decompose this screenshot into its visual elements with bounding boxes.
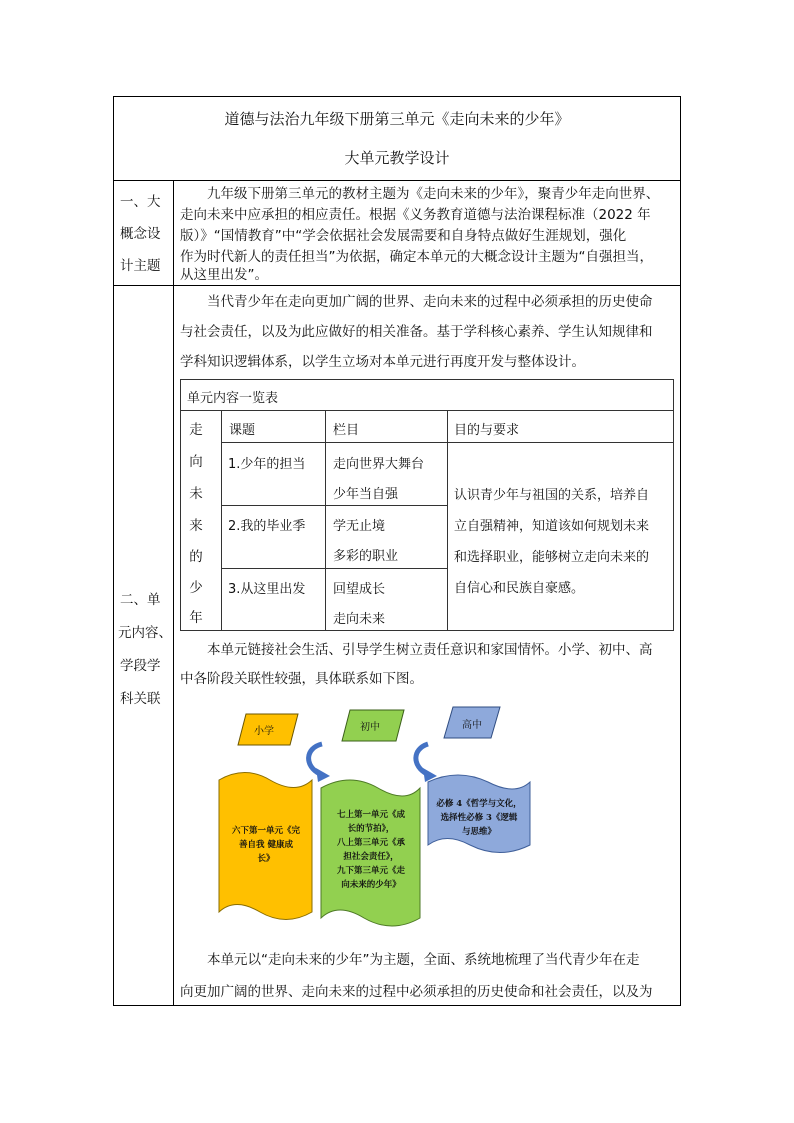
senior-content-line: 选择性必修 3《逻辑 [440,813,518,823]
vertical-label-char: 走 [189,422,203,438]
section1-label-1: 一、大 [120,194,161,210]
section2-intro-1: 当代青少年在走向更加广阔的世界、走向未来的过程中必须承担的历史使命 [207,294,653,310]
lesson-name: 1.少年的担当 [228,457,306,472]
vertical-label-char: 年 [189,610,203,626]
lesson-name: 2.我的毕业季 [228,519,306,534]
senior-content-line: 与思维》 [461,827,496,837]
vertical-label-char: 来 [189,518,203,534]
vertical-label-char: 少 [189,580,203,596]
goal-line: 立自强精神，知道该如何规划未来 [454,519,650,534]
section1-label-2: 概念设 [120,226,161,242]
section2-label-4: 科关联 [120,691,161,707]
stage-primary-label: 小学 [254,726,274,737]
lesson-column: 走向世界大舞台 [333,457,425,472]
page-subtitle: 大单元教学设计 [344,149,450,167]
closing-line-2: 向更加广阔的世界、走向未来的过程中必须承担的历史使命和社会责任，以及为 [180,984,653,1000]
primary-content-line: 长》 [257,854,275,864]
lesson-column: 回望成长 [333,582,386,597]
junior-content-line: 七上第一单元《成 [336,810,405,820]
link-line-2: 中各阶段关联性较强，具体联系如下图。 [180,671,423,687]
section1-line-2: 走向未来中应承担的相应责任。根据《义务教育道德与法治课程标准（2022 年 [180,207,651,223]
closing-line-1: 本单元以“走向未来的少年”为主题，全面、系统地梳理了当代青少年在走 [207,952,640,968]
vertical-label-char: 的 [189,549,203,565]
lesson-name: 3.从这里出发 [228,582,306,597]
section2-intro-3: 学科知识逻辑体系，以学生立场对本单元进行再度开发与整体设计。 [180,354,585,370]
goal-line: 自信心和民族自豪感。 [454,581,585,596]
section1-line-4: 作为时代新人的责任担当”为依据，确定本单元的大概念设计主题为“自强担当， [180,249,653,265]
table-caption: 单元内容一览表 [187,391,279,406]
lesson-column: 少年当自强 [333,487,399,502]
junior-content-line: 向未来的少年》 [341,880,401,890]
arrow-junior-senior [416,744,428,774]
primary-content-line: 善自我 健康成 [239,840,293,850]
stage-junior-label: 初中 [360,722,380,733]
vertical-label-char: 向 [189,454,203,470]
junior-content-line: 长的节拍》， [347,824,395,834]
section2-intro-2: 与社会责任，以及为此应做好的相关准备。基于学科核心素养、学生认知规律和 [180,324,653,340]
header-goal: 目的与要求 [454,423,520,438]
section2-label-3: 学段学 [120,658,161,674]
vertical-label-char: 未 [189,486,203,502]
arrow-primary-junior [309,744,322,774]
lesson-column: 多彩的职业 [333,549,399,564]
lesson-column: 学无止境 [333,519,386,534]
lesson-column: 走向未来 [333,612,386,627]
junior-content-line: 担社会责任》， [343,852,399,862]
link-line-1: 本单元链接社会生活、引导学生树立责任意识和家国情怀。小学、初中、高 [207,642,653,658]
junior-content-line: 八上第三单元《承 [336,838,405,848]
arrow-primary-junior-head [316,768,330,782]
stage-senior-label: 高中 [462,720,482,731]
goal-line: 和选择职业，能够树立走向未来的 [454,550,650,565]
section1-line-3: 版）》“国情教育”中“学会依据社会发展需要和自身特点做好生涯规划，强化 [180,228,627,244]
section2-label-1: 二、单 [120,592,161,608]
goal-line: 认识青少年与祖国的关系，培养自 [454,488,650,503]
junior-content-line: 九下第三单元《走 [336,866,405,876]
header-column: 栏目 [333,423,360,438]
section1-label-3: 计主题 [120,258,161,274]
header-lesson: 课题 [229,423,256,438]
section1-line-5: 从这里出发”。 [180,267,268,283]
primary-content-line: 六下第一单元《完 [231,826,300,836]
section2-label-2: 元内容、 [118,625,172,641]
senior-content-line: 必修 4《哲学与文化， [436,799,522,809]
page-title: 道德与法治九年级下册第三单元《走向未来的少年》 [224,110,570,128]
section1-line-1: 九年级下册第三单元的教材主题为《走向未来的少年》，聚青少年走向世界、 [207,186,660,202]
